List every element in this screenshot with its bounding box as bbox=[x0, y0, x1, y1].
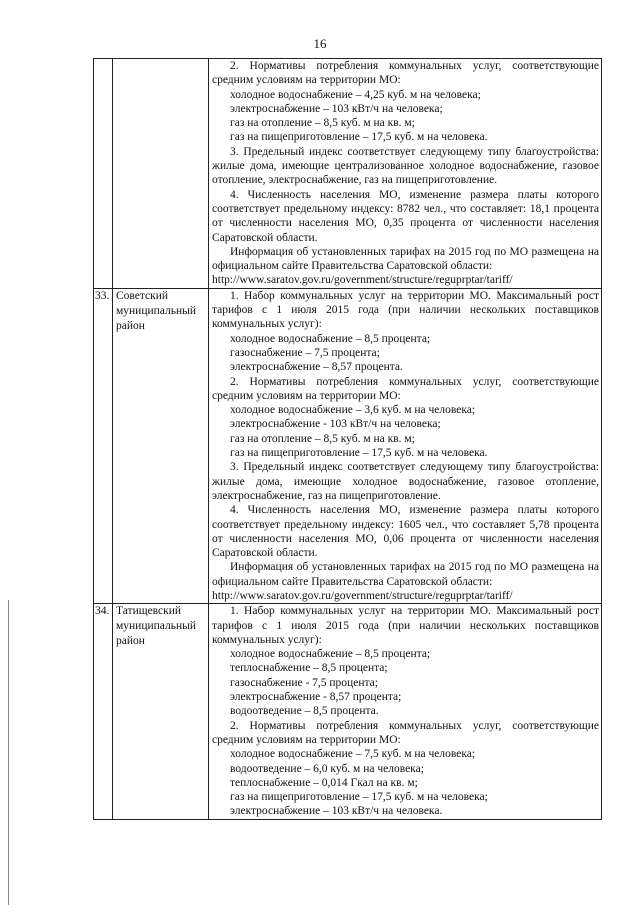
tariff-description bbox=[209, 59, 602, 289]
paragraph: Информация об установленных тарифах на 2015 год по МО размещена на официальном сайте Правительства Саратовской области: bbox=[212, 245, 599, 273]
list-item: теплоснабжение – 0,014 Гкал на кв. м; bbox=[230, 776, 418, 789]
list-item: электроснабжение – 103 кВт/ч на человека. bbox=[230, 805, 443, 818]
row-number: 34. bbox=[94, 604, 113, 819]
tariff-description bbox=[209, 288, 602, 604]
paragraph: 2. Нормативы потребления коммунальных услуг, соответствующие средним условиям на территории МО: bbox=[212, 375, 599, 402]
list-item: газ на пищеприготовление – 17,5 куб. м на человека; bbox=[230, 791, 488, 804]
list-item: холодное водоснабжение – 8,5 процента; bbox=[230, 332, 431, 345]
list-item: электроснабжение - 103 кВт/ч на человека; bbox=[230, 418, 441, 431]
list-item: газ на отопление – 8,5 куб. м на кв. м; bbox=[230, 432, 415, 445]
list-item: газоснабжение – 7,5 процента; bbox=[230, 346, 380, 359]
paragraph: 4. Численность населения МО, изменение размера платы которого соответствует предельному индексу: 8782 чел., что составляет: 18,1 процента от численности населения МО, 0,35 процента от численности населения Саратовской области. bbox=[212, 188, 599, 244]
tariff-table bbox=[93, 58, 602, 820]
tariff-description bbox=[209, 604, 602, 819]
paragraph: 2. Нормативы потребления коммунальных услуг, соответствующие средним условиям на территории МО: bbox=[212, 719, 599, 746]
scan-edge-line bbox=[8, 600, 9, 905]
website-link[interactable]: http://www.saratov.gov.ru/government/structure/reguprptar/tariff/ bbox=[212, 589, 513, 602]
list-item: газ на отопление – 8,5 куб. м на кв. м; bbox=[230, 117, 415, 130]
paragraph: 3. Предельный индекс соответствует следующему типу благоустройства: жилые дома, имеющие холодное водоснабжение, газовое отопление, электроснабжение, газ на пищеприготовление. bbox=[212, 461, 599, 502]
list-item: электроснабжение – 8,57 процента. bbox=[230, 361, 403, 374]
list-item: холодное водоснабжение – 4,25 куб. м на человека; bbox=[230, 88, 481, 101]
table-row bbox=[94, 288, 602, 604]
list-item: газ на пищеприготовление – 17,5 куб. м на человека. bbox=[230, 447, 488, 460]
list-item: водоотведение – 8,5 процента. bbox=[230, 705, 379, 718]
paragraph: 1. Набор коммунальных услуг на территории МО. Максимальный рост тарифов с 1 июля 2015 года (при наличии нескольких поставщиков коммунальных услуг): bbox=[212, 289, 599, 331]
list-item: электроснабжение – 103 кВт/ч на человека; bbox=[230, 102, 443, 115]
row-number bbox=[94, 59, 113, 289]
district-name: Татищевский муниципальный район bbox=[113, 604, 209, 819]
paragraph: Информация об установленных тарифах на 2015 год по МО размещена на официальном сайте Правительства Саратовской области: bbox=[212, 561, 599, 588]
table-body bbox=[94, 59, 602, 820]
list-item: холодное водоснабжение – 7,5 куб. м на человека; bbox=[230, 748, 476, 761]
list-item: газоснабжение - 7,5 процента; bbox=[230, 676, 378, 689]
paragraph: 2. Нормативы потребления коммунальных услуг, соответствующие средним условиям на территории МО: bbox=[212, 60, 599, 87]
table-row bbox=[94, 604, 602, 819]
list-item: теплоснабжение – 8,5 процента; bbox=[230, 662, 388, 675]
list-item: холодное водоснабжение – 8,5 процента; bbox=[230, 648, 431, 661]
district-name: Советский муниципальный район bbox=[113, 288, 209, 604]
table-row bbox=[94, 59, 602, 289]
list-item: электроснабжение - 8,57 процента; bbox=[230, 691, 402, 704]
website-link[interactable]: http://www.saratov.gov.ru/government/structure/reguprptar/tariff/ bbox=[212, 274, 513, 287]
list-item: газ на пищеприготовление – 17,5 куб. м на человека. bbox=[230, 131, 488, 144]
page-number: 16 bbox=[313, 36, 327, 51]
list-item: водоотведение – 6,0 куб. м на человека; bbox=[230, 762, 424, 775]
list-item: холодное водоснабжение – 3,6 куб. м на человека; bbox=[230, 404, 476, 417]
district-name bbox=[113, 59, 209, 289]
row-number: 33. bbox=[94, 288, 113, 604]
paragraph: 3. Предельный индекс соответствует следующему типу благоустройства: жилые дома, имеющие централизованное холодное водоснабжение, газовое отопление, электроснабжение, газ на пищеприготовление. bbox=[212, 145, 599, 187]
paragraph: 1. Набор коммунальных услуг на территории МО. Максимальный рост тарифов с 1 июля 2015 года (при наличии нескольких поставщиков коммунальных услуг): bbox=[212, 605, 599, 646]
paragraph: 4. Численность населения МО, изменение размера платы которого соответствует предельному индексу: 1605 чел., что составляет 5,78 процента от численности населения МО, 0,06 процента от численности населения Саратовской области. bbox=[212, 504, 599, 560]
